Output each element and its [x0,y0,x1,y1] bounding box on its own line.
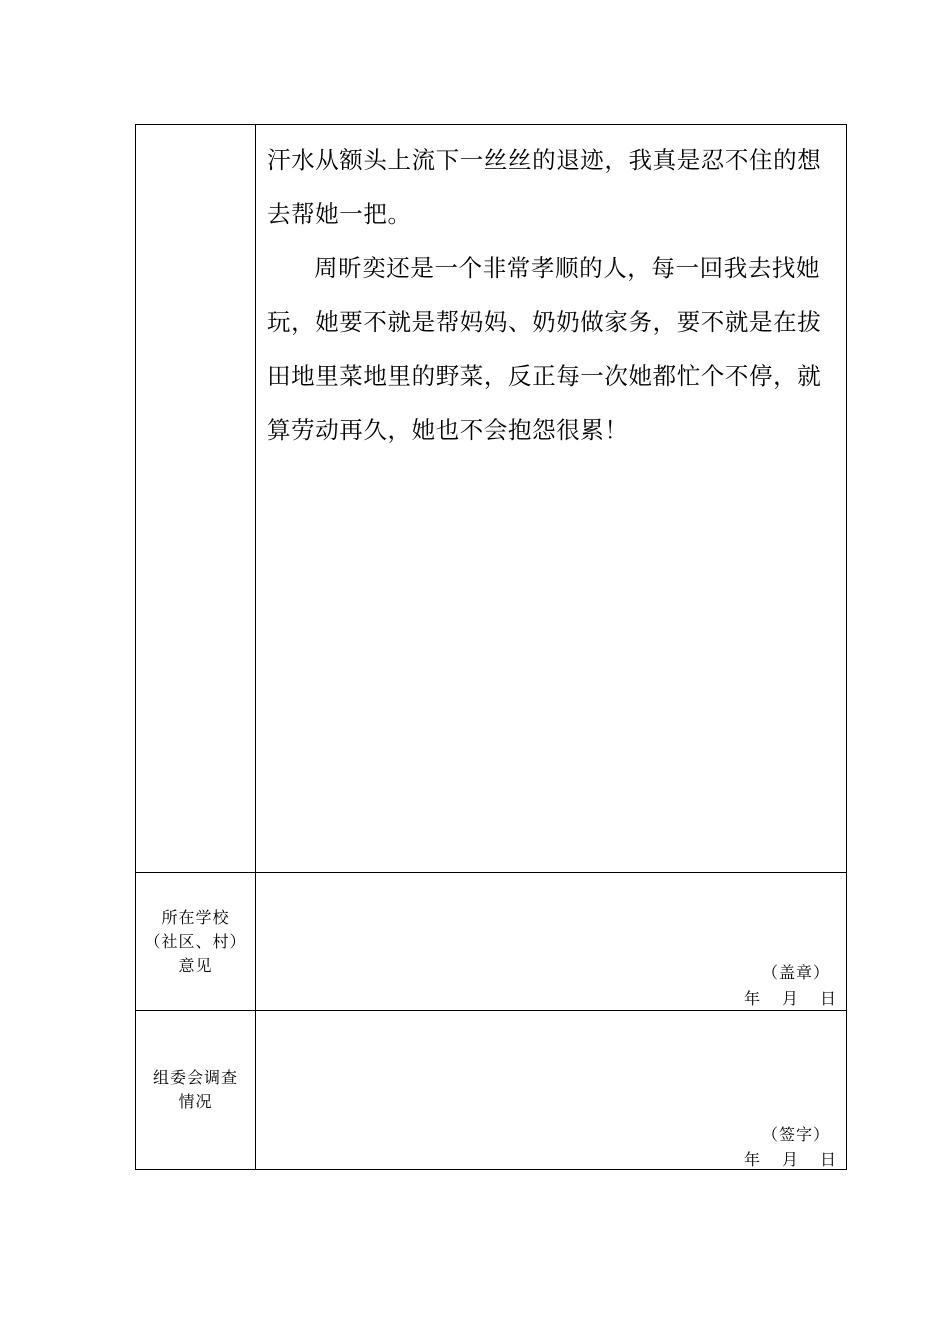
school-opinion-field[interactable] [256,873,847,1011]
label-line: 情况 [178,1092,213,1111]
essay-paragraph: 周昕奕还是一个非常孝顺的人，每一回我去找她玩，她要不就是帮妈妈、奶奶做家务，要不就是在拔田地里菜地里的野菜，反正每一次她都忙个不停，就算劳动再久，她也不会抱怨很累！ [267,254,822,444]
essay-paragraph: 汗水从额头上流下一丝丝的退迹，我真是忍不住的想去帮她一把。 [267,146,822,228]
committee-survey-label [136,1011,256,1170]
school-opinion-label [136,873,256,1011]
date-line [744,1147,836,1170]
essay-label-cell [136,125,256,873]
label-line: 意见 [178,955,213,975]
date-year: 年 [743,989,760,1008]
date-line [744,986,836,1009]
application-form-table [135,124,847,1170]
essay-content-cell [256,125,847,873]
school-opinion-row [136,873,847,1011]
date-year: 年 [743,1150,760,1169]
label-line: 所在学校 [161,907,230,927]
date-month: 月 [781,989,798,1008]
essay-row [136,125,847,873]
date-month: 月 [781,1150,798,1169]
date-day: 日 [819,989,836,1008]
essay-body [256,125,846,457]
stamp-label: （盖章） [761,963,830,982]
signature-label: （签字） [761,1125,830,1144]
label-line: （社区、村） [144,931,247,951]
label-line: 组委会调查 [152,1068,238,1087]
committee-survey-field[interactable] [256,1011,847,1170]
date-day: 日 [819,1150,836,1169]
committee-survey-row [136,1011,847,1170]
